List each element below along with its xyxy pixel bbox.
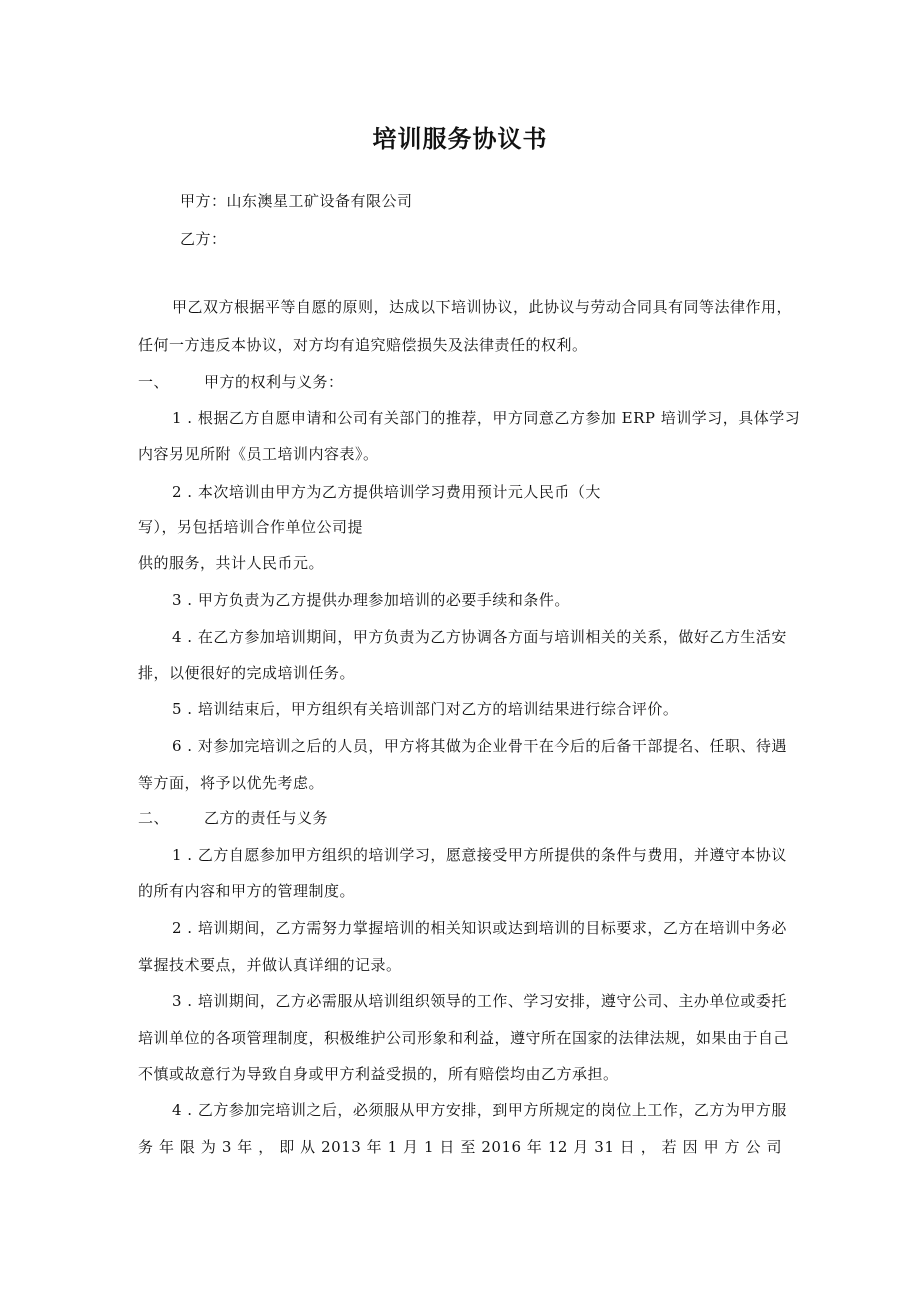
s2-line: 务 年 限 为 3 年 ， 即 从 2013 年 1 月 1 日 至 2016 年 12 月 31 日 ， 若 因 甲 方 公 司 (138, 1138, 782, 1156)
section-2-title: 乙方的责任与义务 (204, 809, 329, 827)
s1-line: 5 . 培训结束后，甲方组织有关培训部门对乙方的培训结果进行综合评价。 (172, 700, 679, 718)
s1-line: 3 . 甲方负责为乙方提供办理参加培训的必要手续和条件。 (172, 591, 570, 609)
section-1-number: 一、 (138, 373, 170, 391)
party-b: 乙方： (180, 230, 227, 248)
s2-line: 4 . 乙方参加完培训之后，必须服从甲方安排，到甲方所规定的岗位上工作，乙方为甲方服 (172, 1101, 787, 1119)
s1-line: 排，以便很好的完成培训任务。 (138, 664, 356, 682)
document-title: 培训服务协议书 (372, 125, 548, 153)
s1-line: 1 . 根据乙方自愿申请和公司有关部门的推荐，甲方同意乙方参加 ERP 培训学习，具体学习 (172, 409, 801, 427)
s1-line: 6 . 对参加完培训之后的人员，甲方将其做为企业骨干在今后的后备干部提名、任职、待遇 (172, 737, 787, 755)
s1-line: 写），另包括培训合作单位公司提 (138, 518, 364, 536)
s2-line: 3 . 培训期间，乙方必需服从培训组织领导的工作、学习安排，遵守公司、主办单位或委托 (172, 992, 787, 1010)
intro-line-1: 甲乙双方根据平等自愿的原则，达成以下培训协议，此协议与劳动合同具有同等法律作用， (172, 298, 793, 316)
s2-line: 培训单位的各项管理制度，积极维护公司形象和利益，遵守所在国家的法律法规，如果由于自己 (138, 1029, 790, 1047)
s2-line: 1 . 乙方自愿参加甲方组织的培训学习，愿意接受甲方所提供的条件与费用，并遵守本协议 (172, 846, 787, 864)
intro-line-2: 任何一方违反本协议，对方均有追究赔偿损失及法律责任的权利。 (138, 336, 588, 354)
s2-line: 不慎或故意行为导致自身或甲方利益受损的，所有赔偿均由乙方承担。 (138, 1065, 619, 1083)
s2-line: 的所有内容和甲方的管理制度。 (138, 882, 356, 900)
s1-line: 等方面，将予以优先考虑。 (138, 774, 325, 792)
s1-line: 2 . 本次培训由甲方为乙方提供培训学习费用预计元人民币（大 (172, 483, 601, 501)
s1-line: 内容另见所附《员工培训内容表》。 (138, 445, 379, 463)
section-1-heading (138, 372, 344, 392)
s2-line: 2 . 培训期间，乙方需努力掌握培训的相关知识或达到培训的目标要求，乙方在培训中务必 (172, 919, 787, 937)
s1-line: 供的服务，共计人民币元。 (138, 554, 325, 572)
section-2-heading (138, 808, 328, 828)
party-a: 甲方：山东澳星工矿设备有限公司 (180, 192, 413, 210)
section-1-title: 甲方的权利与义务： (204, 373, 344, 391)
s1-line: 4 . 在乙方参加培训期间，甲方负责为乙方协调各方面与培训相关的关系，做好乙方生活安 (172, 628, 787, 646)
section-2-number: 二、 (138, 809, 170, 827)
s2-line: 掌握技术要点，并做认真详细的记录。 (138, 956, 402, 974)
